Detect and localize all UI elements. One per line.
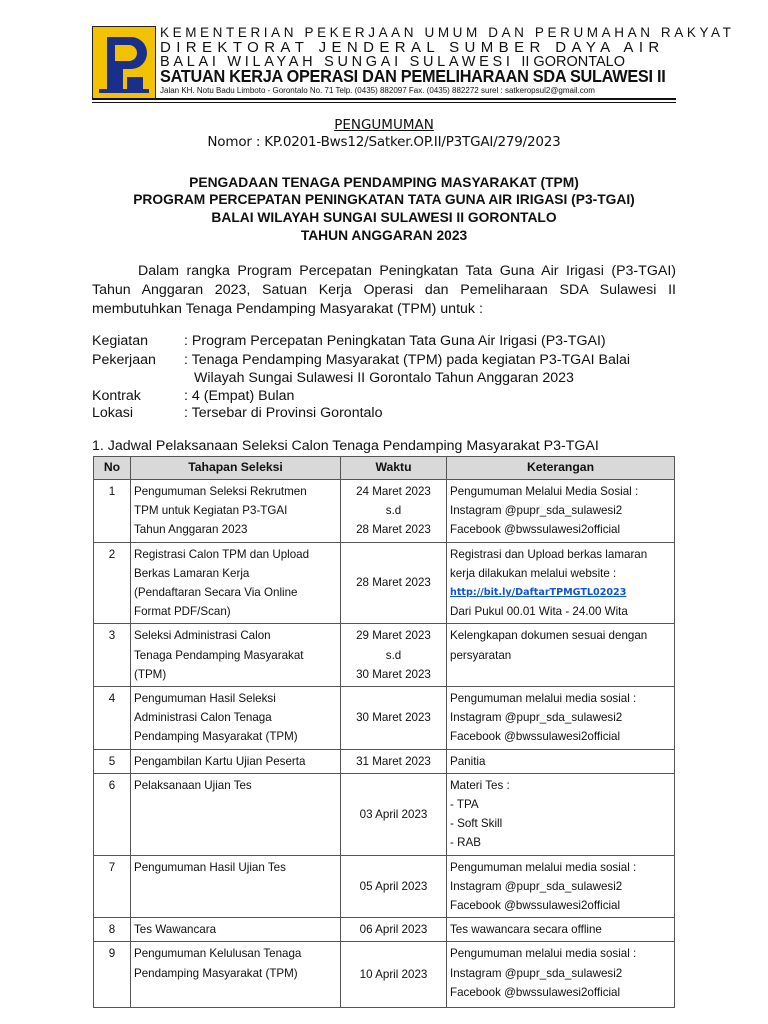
row-number: 9: [94, 942, 131, 1008]
row-keterangan: [447, 942, 675, 1008]
row-waktu: [341, 749, 447, 773]
table-row: [94, 749, 675, 773]
keterangan-line: Tes wawancara secara offline: [450, 923, 602, 937]
tahapan-line: Berkas Lamaran Kerja: [134, 566, 250, 580]
tahapan-line: Tahun Anggaran 2023: [134, 523, 248, 537]
row-number: 6: [94, 773, 131, 855]
tahapan-line: (TPM): [134, 667, 167, 681]
row-number: 7: [94, 855, 131, 918]
row-waktu: [341, 480, 447, 543]
pu-emblem-icon: [93, 27, 155, 99]
keterangan-line: Pengumuman melalui media sosial :: [450, 860, 637, 874]
tahapan-line: Pengumuman Kelulusan Tenaga: [134, 947, 302, 961]
intro-paragraph: [92, 262, 676, 319]
col-header-tahapan: Tahapan Seleksi: [131, 457, 341, 480]
row-tahapan: [131, 918, 341, 942]
ministry-logo: [92, 26, 156, 100]
row-tahapan: [131, 773, 341, 855]
row-keterangan: [447, 687, 675, 750]
keterangan-line: Panitia: [450, 754, 486, 768]
table-row: [94, 542, 675, 624]
row-number: 3: [94, 624, 131, 687]
waktu-line: 29 Maret 2023: [356, 629, 431, 643]
col-header-keterangan: Keterangan: [447, 457, 675, 480]
tahapan-line: Tes Wawancara: [134, 923, 217, 937]
schedule-table-body: [94, 480, 675, 1008]
row-waktu: [341, 687, 447, 750]
kontrak-label: Kontrak: [92, 388, 141, 404]
keterangan-line: persyaratan: [450, 648, 512, 662]
waktu-line: 24 Maret 2023: [356, 485, 431, 498]
row-keterangan: [447, 773, 675, 855]
row-number: 1: [94, 480, 131, 543]
tahapan-line: Administrasi Calon Tenaga: [134, 711, 272, 725]
row-keterangan: [447, 855, 675, 918]
keterangan-line: - RAB: [450, 836, 481, 850]
title-line-1: PENGADAAN TENAGA PENDAMPING MASYARAKAT (TPM): [189, 175, 579, 190]
keterangan-line: Pengumuman Melalui Media Sosial :: [450, 485, 639, 498]
title-line-2: PROGRAM PERCEPATAN PENINGKATAN TATA GUNA AIR IRIGASI (P3-TGAI): [133, 192, 635, 207]
table-row: [94, 624, 675, 687]
pekerjaan-value: : Tenaga Pendamping Masyarakat (TPM) pada kegiatan P3-TGAI Balai: [184, 352, 631, 368]
tahapan-line: Pengambilan Kartu Ujian Peserta: [134, 754, 306, 768]
row-waktu: [341, 542, 447, 624]
kegiatan-value: : Program Percepatan Peningkatan Tata Guna Air Irigasi (P3-TGAI): [184, 333, 606, 349]
table-row: [94, 773, 675, 855]
row-waktu: [341, 942, 447, 1008]
tahapan-line: Pendamping Masyarakat (TPM): [134, 730, 298, 744]
row-keterangan: [447, 542, 675, 624]
announcement-number: Nomor : KP.0201-Bws12/Satker.OP.II/P3TGAI/279/2023: [207, 134, 561, 150]
keterangan-line: Kelengkapan dokumen sesuai dengan: [450, 629, 648, 643]
letterhead-directorate: DIREKTORAT JENDERAL SUMBER DAYA AIR: [160, 39, 665, 56]
tahapan-line: Pengumuman Hasil Seleksi: [134, 692, 276, 706]
table-row: [94, 480, 675, 543]
keterangan-line: Registrasi dan Upload berkas lamaran: [450, 547, 648, 561]
waktu-line: 30 Maret 2023: [356, 667, 431, 681]
letterhead-ministry: KEMENTERIAN PEKERJAAN UMUM DAN PERUMAHAN RAKYAT: [160, 25, 735, 40]
row-tahapan: [131, 855, 341, 918]
col-header-no: No: [94, 457, 131, 480]
letterhead-address: Jalan KH. Notu Badu Limboto - Gorontalo No. 71 Telp. (0435) 882097 Fax. (0435) 882272 surel : satkeropsul2@gmail.com: [160, 86, 595, 95]
tahapan-line: (Pendaftaran Secara Via Online: [134, 586, 298, 600]
letterhead-balai-main: BALAI WILAYAH SUNGAI SULAWESI: [160, 54, 522, 70]
table-header-row: [94, 457, 675, 480]
keterangan-line: Instagram @pupr_sda_sulawesi2: [450, 966, 623, 980]
row-tahapan: [131, 942, 341, 1008]
waktu-line: 10 April 2023: [359, 968, 428, 982]
row-tahapan: [131, 480, 341, 543]
keterangan-line: Pengumuman melalui media sosial :: [450, 692, 637, 706]
waktu-line: 28 Maret 2023: [356, 576, 431, 590]
row-keterangan: [447, 918, 675, 942]
detail-pekerjaan: [92, 352, 630, 368]
col-header-waktu: Waktu: [341, 457, 447, 480]
detail-kegiatan: [92, 333, 606, 349]
letterhead-satker: SATUAN KERJA OPERASI DAN PEMELIHARAAN SDA SULAWESI II: [160, 66, 666, 86]
keterangan-line: - TPA: [450, 798, 479, 812]
section-1-heading: 1. Jadwal Pelaksanaan Seleksi Calon Tenaga Pendamping Masyarakat P3-TGAI: [92, 438, 599, 454]
waktu-line: 31 Maret 2023: [356, 754, 431, 768]
row-number: 5: [94, 749, 131, 773]
lokasi-value: : Tersebar di Provinsi Gorontalo: [184, 405, 383, 421]
waktu-line: 05 April 2023: [359, 879, 428, 893]
table-row: [94, 942, 675, 1008]
tahapan-line: Pendamping Masyarakat (TPM): [134, 966, 298, 980]
keterangan-line: Materi Tes :: [450, 778, 510, 792]
tahapan-line: Seleksi Administrasi Calon: [134, 629, 271, 643]
waktu-line: s.d: [385, 648, 402, 662]
intro-text: Dalam rangka Program Percepatan Peningkatan Tata Guna Air Irigasi (P3-TGAI) Tahun Anggaran 2023, Satuan Kerja Operasi dan Pemeliharaan SDA Sulawesi II membutuhkan Tenaga Pendamping Masyarakat (TPM) untuk :: [92, 263, 676, 317]
tahapan-line: Pengumuman Hasil Ujian Tes: [134, 860, 286, 874]
keterangan-line: - Soft Skill: [450, 817, 503, 831]
title-line-4: TAHUN ANGGARAN 2023: [300, 228, 468, 243]
waktu-line: 28 Maret 2023: [356, 523, 431, 537]
table-row: [94, 918, 675, 942]
waktu-line: 06 April 2023: [359, 923, 428, 937]
waktu-line: 30 Maret 2023: [356, 711, 431, 725]
kegiatan-label: Kegiatan: [92, 333, 149, 349]
row-waktu: [341, 624, 447, 687]
tahapan-line: Registrasi Calon TPM dan Upload: [134, 547, 310, 561]
row-keterangan: [447, 749, 675, 773]
keterangan-line: Instagram @pupr_sda_sulawesi2: [450, 504, 623, 518]
detail-lokasi: [92, 405, 382, 421]
keterangan-line: Instagram @pupr_sda_sulawesi2: [450, 711, 623, 725]
tahapan-line: Pengumuman Seleksi Rekrutmen: [134, 485, 307, 498]
keterangan-line: Facebook @bwssulawesi2official: [450, 730, 621, 744]
row-number: 8: [94, 918, 131, 942]
tahapan-line: TPM untuk Kegiatan P3-TGAI: [134, 504, 288, 518]
keterangan-line: Pengumuman melalui media sosial :: [450, 947, 637, 961]
announcement-label: PENGUMUMAN: [334, 117, 434, 133]
lokasi-label: Lokasi: [92, 405, 134, 421]
tahapan-line: Format PDF/Scan): [134, 605, 231, 619]
row-waktu: [341, 773, 447, 855]
letterhead-rule-thin: [92, 102, 676, 103]
pekerjaan-value-continued: Wilayah Sungai Sulawesi II Gorontalo Tahun Anggaran 2023: [194, 370, 574, 386]
row-keterangan: [447, 624, 675, 687]
row-tahapan: [131, 542, 341, 624]
keterangan-line: Dari Pukul 00.01 Wita - 24.00 Wita: [450, 605, 628, 619]
keterangan-line: Facebook @bwssulawesi2official: [450, 985, 621, 999]
registration-link[interactable]: http://bit.ly/DaftarTPMGTL02023: [450, 587, 627, 599]
row-tahapan: [131, 749, 341, 773]
row-tahapan: [131, 624, 341, 687]
letterhead-rule-thick: [92, 98, 676, 100]
row-waktu: [341, 918, 447, 942]
pekerjaan-label: Pekerjaan: [92, 352, 156, 368]
title-line-3: BALAI WILAYAH SUNGAI SULAWESI II GORONTALO: [211, 210, 557, 225]
row-number: 4: [94, 687, 131, 750]
waktu-line: s.d: [385, 504, 402, 518]
row-tahapan: [131, 687, 341, 750]
table-row: [94, 855, 675, 918]
keterangan-line: Facebook @bwssulawesi2official: [450, 899, 621, 913]
tahapan-line: Tenaga Pendamping Masyarakat: [134, 648, 304, 662]
letterhead-balai-tail: II GORONTALO: [521, 54, 625, 70]
detail-kontrak: [92, 388, 294, 404]
kontrak-value: : 4 (Empat) Bulan: [184, 388, 295, 404]
tahapan-line: Pelaksanaan Ujian Tes: [134, 778, 252, 792]
row-number: 2: [94, 542, 131, 624]
keterangan-line: Facebook @bwssulawesi2official: [450, 523, 621, 537]
schedule-table: [93, 456, 675, 1008]
table-row: [94, 687, 675, 750]
waktu-line: 03 April 2023: [359, 807, 428, 821]
row-keterangan: [447, 480, 675, 543]
keterangan-line: kerja dilakukan melalui website :: [450, 566, 617, 580]
keterangan-line: Instagram @pupr_sda_sulawesi2: [450, 879, 623, 893]
row-waktu: [341, 855, 447, 918]
